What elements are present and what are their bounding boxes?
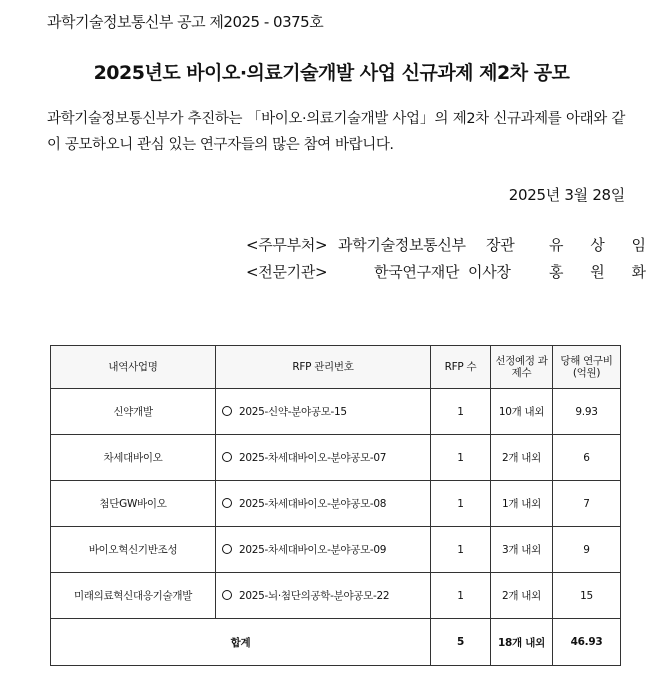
document-title: 2025년도 바이오·의료기술개발 사업 신규과제 제2차 공모 [93, 62, 570, 84]
rfp-count: 1 [431, 573, 491, 619]
program-name: 바이오혁신기반조성 [51, 527, 216, 573]
rfp-number: 2025-차세대바이오-분야공모-07 [239, 452, 387, 464]
program-name: 신약개발 [51, 389, 216, 435]
project-count: 3개 내외 [491, 527, 553, 573]
signature-names [549, 232, 657, 286]
total-rfp-count: 5 [431, 619, 491, 666]
rfp-cell [216, 481, 431, 527]
header-projects: 선정예정 과제수 [491, 346, 553, 389]
table-row [51, 527, 621, 573]
signature-labels [246, 232, 327, 286]
project-count: 1개 내외 [491, 481, 553, 527]
rfp-count: 1 [431, 389, 491, 435]
rfp-cell [216, 573, 431, 619]
agency-official-name: 홍 원 화 [549, 263, 658, 281]
rfp-number: 2025-차세대바이오-분야공모-09 [239, 544, 387, 556]
project-count: 2개 내외 [491, 573, 553, 619]
agency-org: 한국연구재단 [374, 263, 460, 281]
budget: 7 [553, 481, 621, 527]
header-rfp-count: RFP 수 [431, 346, 491, 389]
agency-label: <전문기관> [246, 263, 328, 281]
circle-bullet-icon [222, 452, 232, 462]
rfp-number: 2025-신약-분야공모-15 [239, 406, 347, 418]
program-name: 첨단GW바이오 [51, 481, 216, 527]
rfp-count: 1 [431, 435, 491, 481]
table-row [51, 573, 621, 619]
budget: 6 [553, 435, 621, 481]
announcement-date: 2025년 3월 28일 [508, 186, 625, 204]
ministry-official-name: 유 상 임 [549, 236, 658, 254]
total-row [51, 619, 621, 666]
ministry-official-title: 장관 [486, 236, 515, 254]
table-row [51, 481, 621, 527]
table-row [51, 389, 621, 435]
table-header-row [51, 346, 621, 389]
total-label: 합계 [51, 619, 431, 666]
budget: 15 [553, 573, 621, 619]
rfp-count: 1 [431, 481, 491, 527]
total-budget: 46.93 [553, 619, 621, 666]
program-name: 미래의료혁신대응기술개발 [51, 573, 216, 619]
ministry-label: <주무부처> [246, 236, 328, 254]
rfp-number: 2025-차세대바이오-분야공모-08 [239, 498, 387, 510]
header-rfp-number: RFP 관리번호 [216, 346, 431, 389]
program-table [50, 345, 621, 666]
rfp-cell [216, 435, 431, 481]
announcement-body: 과학기술정보통신부가 추진하는 「바이오·의료기술개발 사업」의 제2차 신규과제를 아래와 같이 공모하오니 관심 있는 연구자들의 많은 참여 바랍니다. [47, 111, 625, 153]
circle-bullet-icon [222, 544, 232, 554]
circle-bullet-icon [222, 406, 232, 416]
header-program: 내역사업명 [51, 346, 216, 389]
rfp-cell [216, 527, 431, 573]
rfp-cell [216, 389, 431, 435]
circle-bullet-icon [222, 590, 232, 600]
ministry-org: 과학기술정보통신부 [338, 236, 466, 254]
agency-official-title: 이사장 [468, 263, 511, 281]
program-name: 차세대바이오 [51, 435, 216, 481]
rfp-count: 1 [431, 527, 491, 573]
header-budget: 당해 연구비 (억원) [553, 346, 621, 389]
project-count: 2개 내외 [491, 435, 553, 481]
budget: 9 [553, 527, 621, 573]
project-count: 10개 내외 [491, 389, 553, 435]
notice-number: 과학기술정보통신부 공고 제2025 - 0375호 [47, 13, 324, 31]
budget: 9.93 [553, 389, 621, 435]
circle-bullet-icon [222, 498, 232, 508]
total-projects: 18개 내외 [491, 619, 553, 666]
table-row [51, 435, 621, 481]
rfp-number: 2025-뇌·첨단의공학-분야공모-22 [239, 590, 390, 602]
